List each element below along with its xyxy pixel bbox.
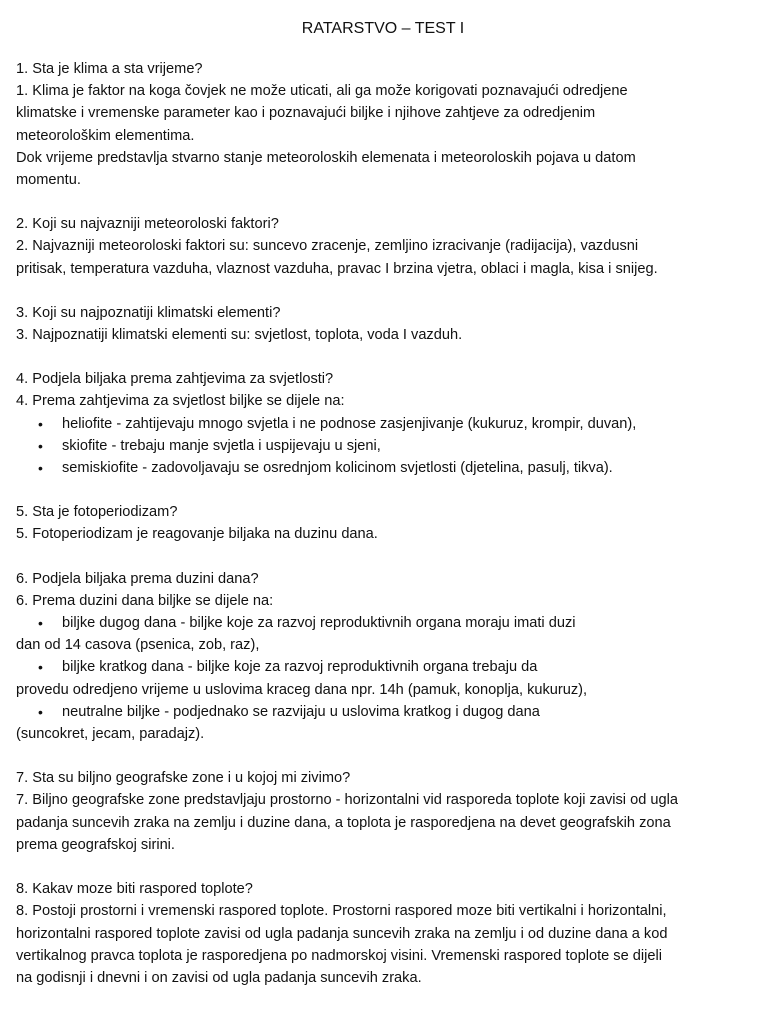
answer-line: 8. Postoji prostorni i vremenski raspored toplote. Prostorni raspored moze biti vertikalni i horizontalni, bbox=[16, 903, 667, 920]
answer-line: padanja suncevih zraka na zemlju i duzine dana, a toplota je rasporedjena na devet geografskih zona bbox=[16, 814, 671, 831]
answer-line: 4. Prema zahtjevima za svjetlost biljke se dijele na: bbox=[16, 393, 345, 410]
answer-line: 2. Najvazniji meteoroloski faktori su: suncevo zracenje, zemljino izracivanje (radijacija), vazdusni bbox=[16, 238, 639, 255]
question-block-7 bbox=[16, 767, 750, 856]
answer-line: horizontalni raspored toplote zavisi od ugla padanja suncevih zraka na zemlju i od duzine dana a kod bbox=[16, 925, 668, 942]
bullet-list bbox=[16, 612, 750, 634]
question-block-4 bbox=[16, 368, 750, 479]
question-block-6 bbox=[16, 568, 750, 746]
bullet-continuation: dan od 14 casova (psenica, zob, raz), bbox=[16, 637, 260, 654]
question-text: 5. Sta je fotoperiodizam? bbox=[16, 504, 178, 521]
question-block-3 bbox=[16, 302, 750, 346]
answer-line: vertikalnog pravca toplota je rasporedjena po nadmorskoj visini. Vremenski raspored toplote se dijeli bbox=[16, 947, 662, 964]
bullet-item: • semiskiofite - zadovoljavaju se osrednjom kolicinom svjetlosti (djetelina, pasulj, tikva). bbox=[16, 457, 750, 479]
bullet-list bbox=[16, 701, 750, 723]
bullet-continuation: (suncokret, jecam, paradajz). bbox=[16, 726, 205, 743]
answer-line: 3. Najpoznatiji klimatski elementi su: svjetlost, toplota, voda I vazduh. bbox=[16, 327, 463, 344]
bullet-list bbox=[16, 413, 750, 480]
question-text: 3. Koji su najpoznatiji klimatski elementi? bbox=[16, 304, 281, 321]
bullet-item: • biljke kratkog dana - biljke koje za razvoj reproduktivnih organa trebaju da bbox=[16, 656, 750, 678]
answer-line: meteorološkim elementima. bbox=[16, 127, 195, 144]
question-block-1 bbox=[16, 58, 750, 191]
answer-line: Dok vrijeme predstavlja stvarno stanje meteoroloskih elemenata i meteoroloskih pojava u datom bbox=[16, 149, 636, 166]
answer-line: 7. Biljno geografske zone predstavljaju prostorno - horizontalni vid rasporeda toplote koji zavisi od ugla bbox=[16, 792, 678, 809]
question-text: 7. Sta su biljno geografske zone i u kojoj mi zivimo? bbox=[16, 770, 351, 787]
question-block-2 bbox=[16, 213, 750, 280]
bullet-item: • skiofite - trebaju manje svjetla i uspijevaju u sjeni, bbox=[16, 435, 750, 457]
question-block-5 bbox=[16, 501, 750, 545]
question-block-8 bbox=[16, 878, 750, 989]
question-text: 4. Podjela biljaka prema zahtjevima za svjetlosti? bbox=[16, 371, 334, 388]
answer-line: 1. Klima je faktor na koga čovjek ne može uticati, ali ga može korigovati poznavajući odredjene bbox=[16, 83, 628, 100]
answer-line: na godisnji i dnevni i on zavisi od ugla padanja suncevih zraka. bbox=[16, 969, 422, 986]
answer-line: prema geografskoj sirini. bbox=[16, 836, 175, 853]
question-text: 1. Sta je klima a sta vrijeme? bbox=[16, 61, 203, 77]
bullet-item: • biljke dugog dana - biljke koje za razvoj reproduktivnih organa moraju imati duzi bbox=[16, 612, 750, 634]
question-text: 6. Podjela biljaka prema duzini dana? bbox=[16, 570, 259, 587]
answer-line: klimatske i vremenske parameter kao i poznavajući biljke i njihove zahtjeve za odredjenim bbox=[16, 105, 596, 122]
answer-line: momentu. bbox=[16, 172, 81, 189]
bullet-item: • heliofite - zahtijevaju mnogo svjetla i ne podnose zasjenjivanje (kukuruz, krompir, duvan), bbox=[16, 413, 750, 435]
question-text: 2. Koji su najvazniji meteoroloski faktori? bbox=[16, 216, 279, 233]
bullet-list bbox=[16, 656, 750, 678]
bullet-continuation: provedu odredjeno vrijeme u uslovima kraceg dana npr. 14h (pamuk, konoplja, kukuruz), bbox=[16, 681, 588, 698]
page-title: RATARSTVO – TEST I bbox=[301, 20, 465, 37]
bullet-item: • neutralne biljke - podjednako se razvijaju u uslovima kratkog i dugog dana bbox=[16, 701, 750, 723]
answer-line: pritisak, temperatura vazduha, vlaznost vazduha, pravac I brzina vjetra, oblaci i magla, kisa i snijeg. bbox=[16, 260, 658, 277]
question-text: 8. Kakav moze biti raspored toplote? bbox=[16, 881, 253, 898]
answer-line: 5. Fotoperiodizam je reagovanje biljaka na duzinu dana. bbox=[16, 526, 378, 543]
answer-line: 6. Prema duzini dana biljke se dijele na: bbox=[16, 592, 274, 609]
